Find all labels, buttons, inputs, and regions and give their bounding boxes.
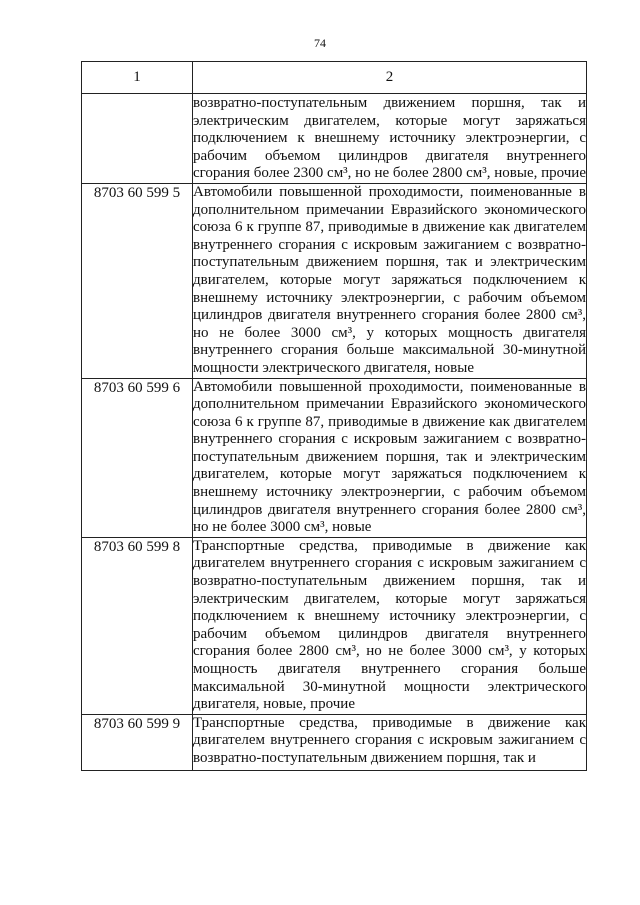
commodity-code: 8703 60 599 8 xyxy=(82,537,193,714)
table-header-row xyxy=(82,62,587,94)
commodity-description: Транспортные средства, приводимые в движение как двигателем внутреннего сгорания с искровым зажиганием с возвратно-поступательным движением поршня, так и электрическим двигателем, которые могут заряжаться подключением к внешнему источнику электроэнергии, с рабочим объемом цилиндров двигателя внутреннего сгорания более 2800 см³, но не более 3000 см³, у которых мощность двигателя внутреннего сгорания больше максимальной 30-минутной мощности электрического двигателя, новые, прочие xyxy=(193,537,587,714)
commodity-code xyxy=(82,94,193,184)
table-row xyxy=(82,537,587,714)
commodity-description: Транспортные средства, приводимые в движение как двигателем внутреннего сгорания с искровым зажиганием с возвратно-поступательным движением поршня, так и xyxy=(193,714,587,770)
commodity-code: 8703 60 599 5 xyxy=(82,183,193,378)
table-row xyxy=(82,714,587,770)
table-row xyxy=(82,94,587,184)
commodity-description: Автомобили повышенной проходимости, поименованные в дополнительном примечании Евразийского экономического союза 6 к группе 87, приводимые в движение как двигателем внутреннего сгорания с искровым зажиганием с возвратно-поступательным движением поршня, так и электрическим двигателем, которые могут заряжаться подключением к внешнему источнику электроэнергии, с рабочим объемом цилиндров двигателя внутреннего сгорания более 2800 см³, но не более 3000 см³, новые xyxy=(193,378,587,537)
commodity-description: возвратно-поступательным движением поршня, так и электрическим двигателем, которые могут заряжаться подключением к внешнему источнику электроэнергии, с рабочим объемом цилиндров двигателя внутреннего сгорания более 2300 см³, но не более 2800 см³, новые, прочие xyxy=(193,94,587,184)
table-row xyxy=(82,378,587,537)
table-row xyxy=(82,183,587,378)
tariff-code-table xyxy=(81,61,587,771)
column-header-1: 1 xyxy=(82,62,193,94)
page-number: 74 xyxy=(314,36,326,50)
commodity-code: 8703 60 599 9 xyxy=(82,714,193,770)
column-header-2: 2 xyxy=(193,62,587,94)
commodity-description: Автомобили повышенной проходимости, поименованные в дополнительном примечании Евразийского экономического союза 6 к группе 87, приводимые в движение как двигателем внутреннего сгорания с искровым зажиганием с возвратно-поступательным движением поршня, так и электрическим двигателем, которые могут заряжаться подключением к внешнему источнику электроэнергии, с рабочим объемом цилиндров двигателя внутреннего сгорания более 2800 см³, но не более 3000 см³, у которых мощность двигателя внутреннего сгорания больше максимальной 30-минутной мощности электрического двигателя, новые xyxy=(193,183,587,378)
commodity-code: 8703 60 599 6 xyxy=(82,378,193,537)
